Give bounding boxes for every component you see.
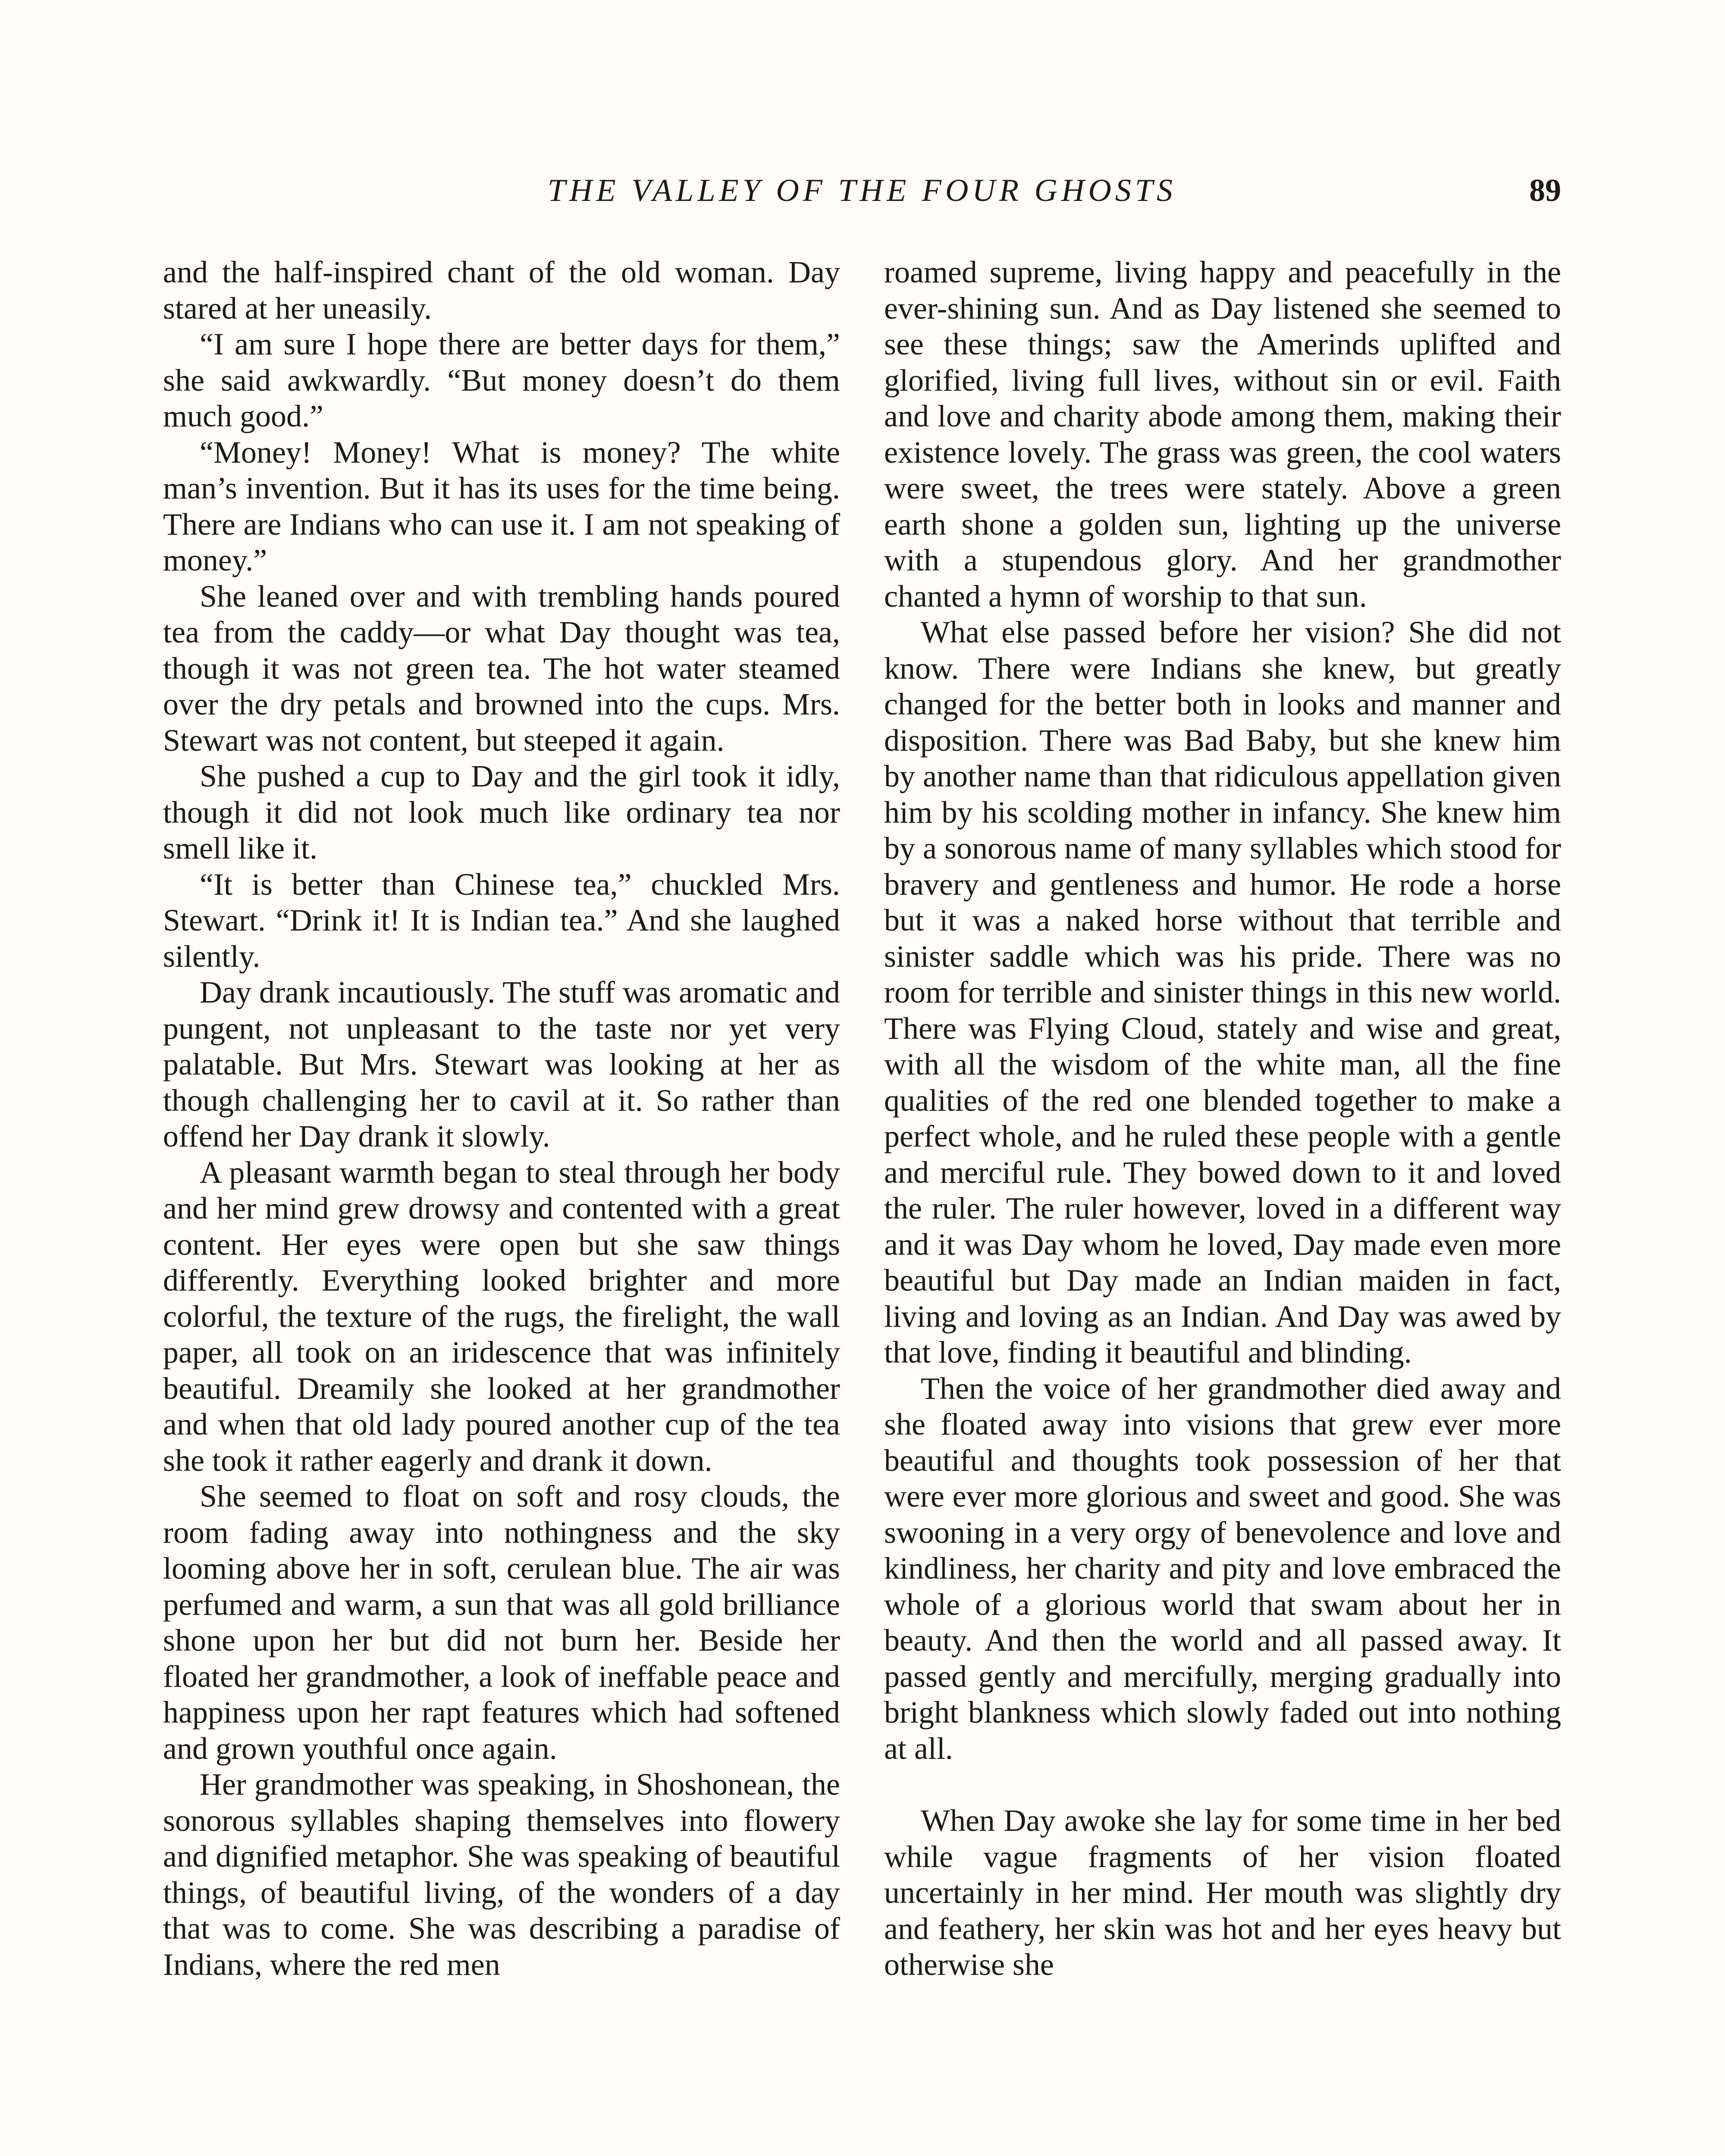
left-column bbox=[163, 254, 840, 1983]
paragraph: Then the voice of her grandmother died away and she floated away into visions that grew ever more beautiful and thoughts took possession of her that were ever more glorious and sweet and good. She was swooning in a very orgy of benevolence and love and kindliness, her charity and pity and love embraced the whole of a glorious world that swam about her in beauty. And then the world and all passed away. It passed gently and mercifully, merging gradually into bright blankness which slowly faded out into nothing at all. bbox=[884, 1371, 1561, 1766]
paragraph: “It is better than Chinese tea,” chuckled Mrs. Stewart. “Drink it! It is Indian tea.” And she laughed silently. bbox=[163, 867, 840, 974]
right-column bbox=[884, 254, 1561, 1983]
paragraph: “I am sure I hope there are better days for them,” she said awkwardly. “But money doesn’t do them much good.” bbox=[163, 327, 840, 433]
page-header bbox=[163, 172, 1561, 220]
paragraph: “Money! Money! What is money? The white man’s invention. But it has its uses for the time being. There are Indians who can use it. I am not speaking of money.” bbox=[163, 435, 840, 577]
paragraph: and the half-inspired chant of the old woman. Day stared at her uneasily. bbox=[163, 255, 840, 326]
paragraph: She leaned over and with trembling hands poured tea from the caddy—or what Day thought was tea, though it was not green tea. The hot water steamed over the dry petals and browned into the cups. Mrs. Stewart was not content, but steeped it again. bbox=[163, 579, 840, 758]
page-number: 89 bbox=[1529, 173, 1561, 208]
paragraph: What else passed before her vision? She did not know. There were Indians she knew, but greatly changed for the better both in looks and manner and disposition. There was Bad Baby, but she knew him by another name than that ridiculous appellation given him by his scolding mother in infancy. She knew him by a sonorous name of many syllables which stood for bravery and gentleness and humor. He rode a horse but it was a naked horse without that terrible and sinister saddle which was his pride. There was no room for terrible and sinister things in this new world. There was Flying Cloud, stately and wise and great, with all the wisdom of the white man, all the fine qualities of the red one blended together to make a perfect whole, and he ruled these people with a gentle and merciful rule. They bowed down to it and loved the ruler. The ruler however, loved in a different way and it was Day whom he loved, Day made even more beautiful but Day made an Indian maiden in fact, living and loving as an Indian. And Day was awed by that love, finding it beautiful and blinding. bbox=[884, 615, 1561, 1369]
paragraph: A pleasant warmth began to steal through her body and her mind grew drowsy and contented with a great content. Her eyes were open but she saw things differently. Everything looked brighter and more colorful, the texture of the rugs, the firelight, the wall paper, all took on an iridescence that was infinitely beautiful. Dreamily she looked at her grandmother and when that old lady poured another cup of the tea she took it rather eagerly and drank it down. bbox=[163, 1155, 840, 1478]
paragraph: She pushed a cup to Day and the girl took it idly, though it did not look much like ordinary tea nor smell like it. bbox=[163, 759, 840, 865]
paragraph: Day drank incautiously. The stuff was aromatic and pungent, not unpleasant to the taste nor yet very palatable. But Mrs. Stewart was looking at her as though challenging her to cavil at it. So rather than offend her Day drank it slowly. bbox=[163, 975, 840, 1153]
paragraph: Her grandmother was speaking, in Shoshonean, the sonorous syllables shaping themselves into flowery and dignified metaphor. She was speaking of beautiful things, of beautiful living, of the wonders of a day that was to come. She was describing a paradise of Indians, where the red men bbox=[163, 1767, 840, 1982]
paragraph: She seemed to float on soft and rosy clouds, the room fading away into nothingness and the sky looming above her in soft, cerulean blue. The air was perfumed and warm, a sun that was all gold brilliance shone upon her but did not burn her. Beside her floated her grandmother, a look of ineffable peace and happiness upon her rapt features which had softened and grown youthful once again. bbox=[163, 1479, 840, 1766]
paragraph: When Day awoke she lay for some time in her bed while vague fragments of her vision floated uncertainly in her mind. Her mouth was slightly dry and feathery, her skin was hot and her eyes heavy but otherwise she bbox=[884, 1803, 1561, 1982]
running-title: THE VALLEY OF THE FOUR GHOSTS bbox=[547, 173, 1177, 208]
paragraph: roamed supreme, living happy and peacefully in the ever-shining sun. And as Day listened she seemed to see these things; saw the Amerinds uplifted and glorified, living full lives, without sin or evil. Faith and love and charity abode among them, making their existence lovely. The grass was green, the cool waters were sweet, the trees were stately. Above a green earth shone a golden sun, lighting up the universe with a stupendous glory. And her grandmother chanted a hymn of worship to that sun. bbox=[884, 255, 1561, 614]
